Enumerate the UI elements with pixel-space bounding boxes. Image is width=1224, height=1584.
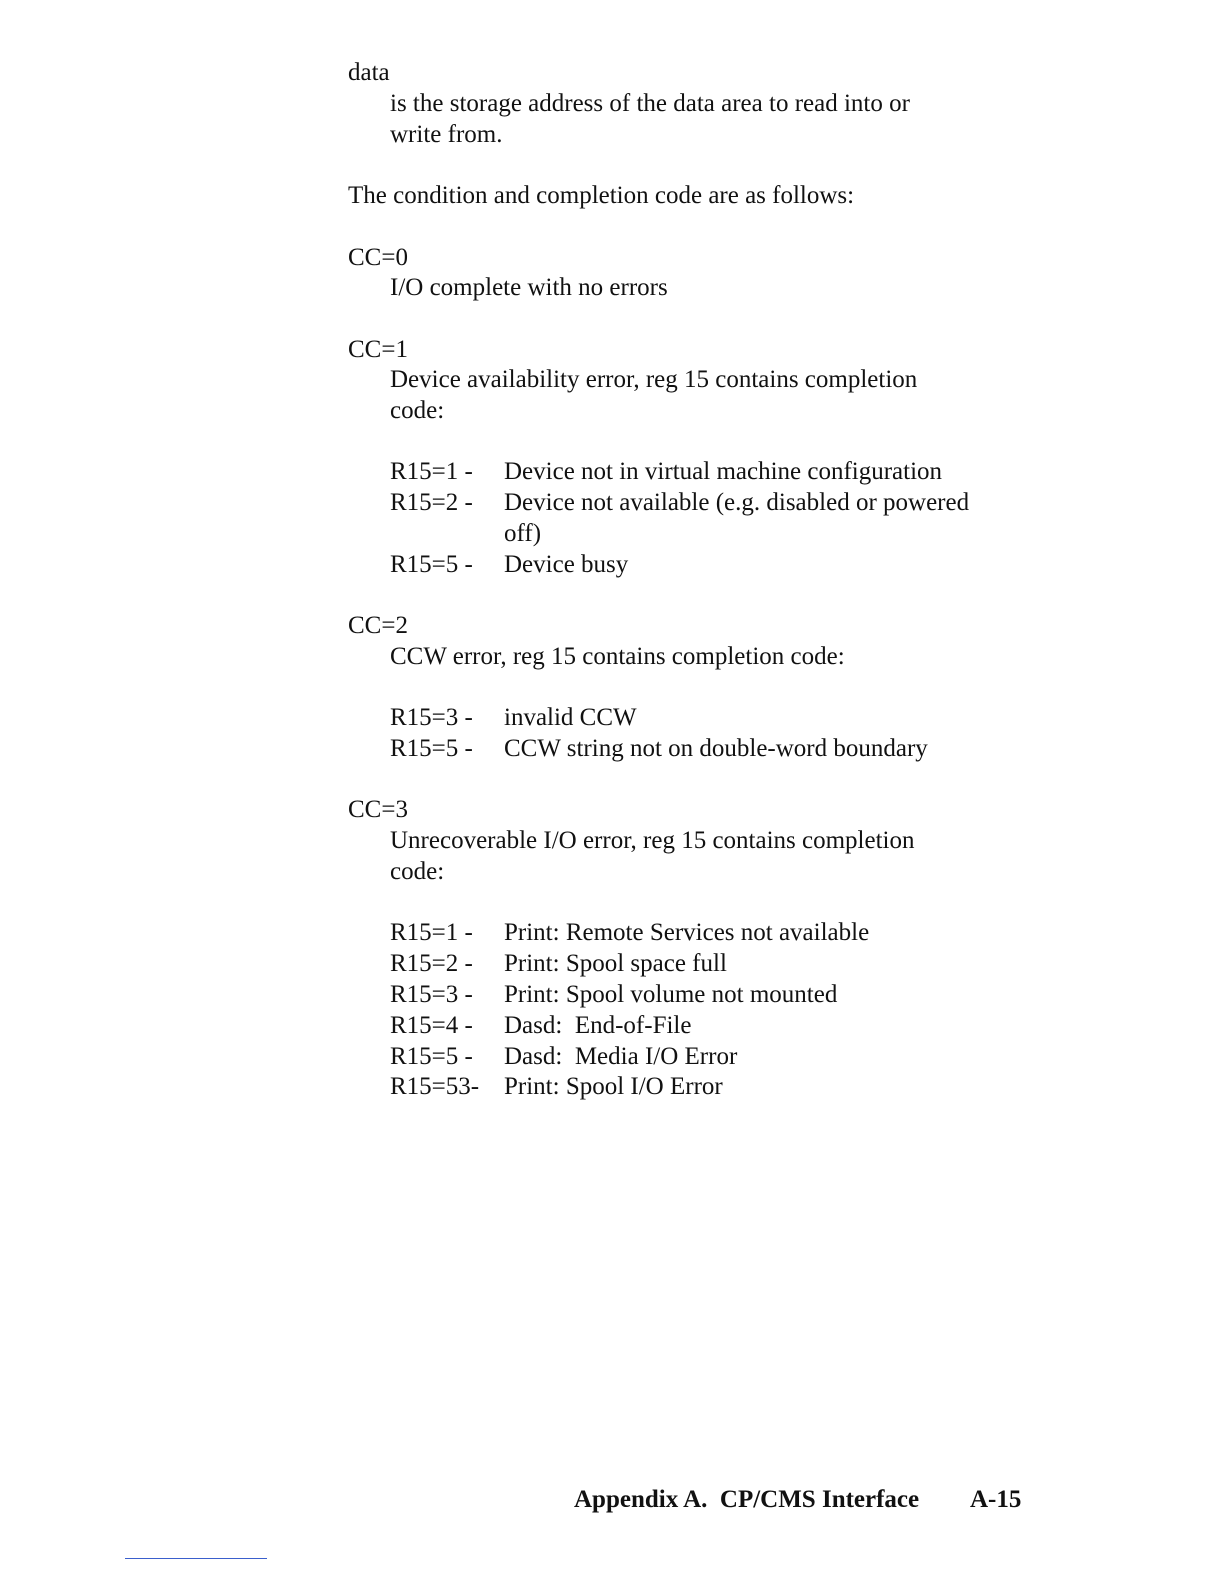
code-description: Print: Spool space full [504, 950, 727, 977]
cc0-label: CC=0 [348, 244, 408, 271]
code-description: Print: Spool volume not mounted [504, 981, 838, 1008]
code-value: R15=1 - [390, 919, 473, 946]
code-value: R15=5 - [390, 551, 473, 578]
code-value: R15=2 - [390, 950, 473, 977]
page-number: A-15 [970, 1486, 1022, 1513]
code-value: R15=5 - [390, 1043, 473, 1070]
code-description: Print: Spool I/O Error [504, 1073, 723, 1100]
code-value: R15=1 - [390, 458, 473, 485]
intro-paragraph: The condition and completion code are as follows: [348, 182, 855, 209]
cc2-label: CC=2 [348, 612, 408, 639]
cc3-label: CC=3 [348, 796, 408, 823]
cc1-text-line-1: Device availability error, reg 15 contains completion [390, 366, 918, 393]
cc1-code-row [390, 487, 969, 518]
code-value: R15=3 - [390, 704, 473, 731]
code-value: R15=2 - [390, 489, 473, 516]
page-footer [574, 1484, 1022, 1515]
code-description: Device not in virtual machine configuration [504, 458, 943, 485]
code-value: R15=5 - [390, 735, 473, 762]
cc3-code-row [390, 948, 727, 979]
footer-rule [125, 1558, 267, 1559]
code-description-continuation: off) [504, 520, 542, 547]
code-description: Print: Remote Services not available [504, 919, 870, 946]
code-description: Device not available (e.g. disabled or powered [504, 489, 970, 516]
cc3-code-row [390, 979, 837, 1010]
cc3-code-row [390, 1071, 723, 1102]
code-value: R15=53- [390, 1073, 480, 1100]
code-description: Dasd: End-of-File [504, 1012, 692, 1039]
code-value: R15=3 - [390, 981, 473, 1008]
code-description: invalid CCW [504, 704, 637, 731]
cc3-text-line-2: code: [390, 858, 445, 885]
cc3-code-row [390, 917, 869, 948]
cc1-code-row [390, 456, 942, 487]
cc3-code-row [390, 1041, 737, 1072]
cc1-text-line-2: code: [390, 397, 445, 424]
definition-term: data [348, 59, 390, 86]
cc2-text: CCW error, reg 15 contains completion code: [390, 643, 845, 670]
cc2-code-row [390, 702, 637, 733]
code-description: CCW string not on double-word boundary [504, 735, 928, 762]
definition-description-line-1: is the storage address of the data area to read into or [390, 90, 910, 117]
cc1-code-row [390, 549, 628, 580]
cc3-code-row [390, 1010, 691, 1041]
definition-description-line-2: write from. [390, 121, 503, 148]
footer-title: Appendix A. CP/CMS Interface [574, 1486, 920, 1513]
cc1-label: CC=1 [348, 336, 408, 363]
cc0-text: I/O complete with no errors [390, 274, 668, 301]
cc2-code-row [390, 733, 928, 764]
cc3-text-line-1: Unrecoverable I/O error, reg 15 contains completion [390, 827, 915, 854]
code-description: Dasd: Media I/O Error [504, 1043, 738, 1070]
code-value: R15=4 - [390, 1012, 473, 1039]
code-description: Device busy [504, 551, 629, 578]
